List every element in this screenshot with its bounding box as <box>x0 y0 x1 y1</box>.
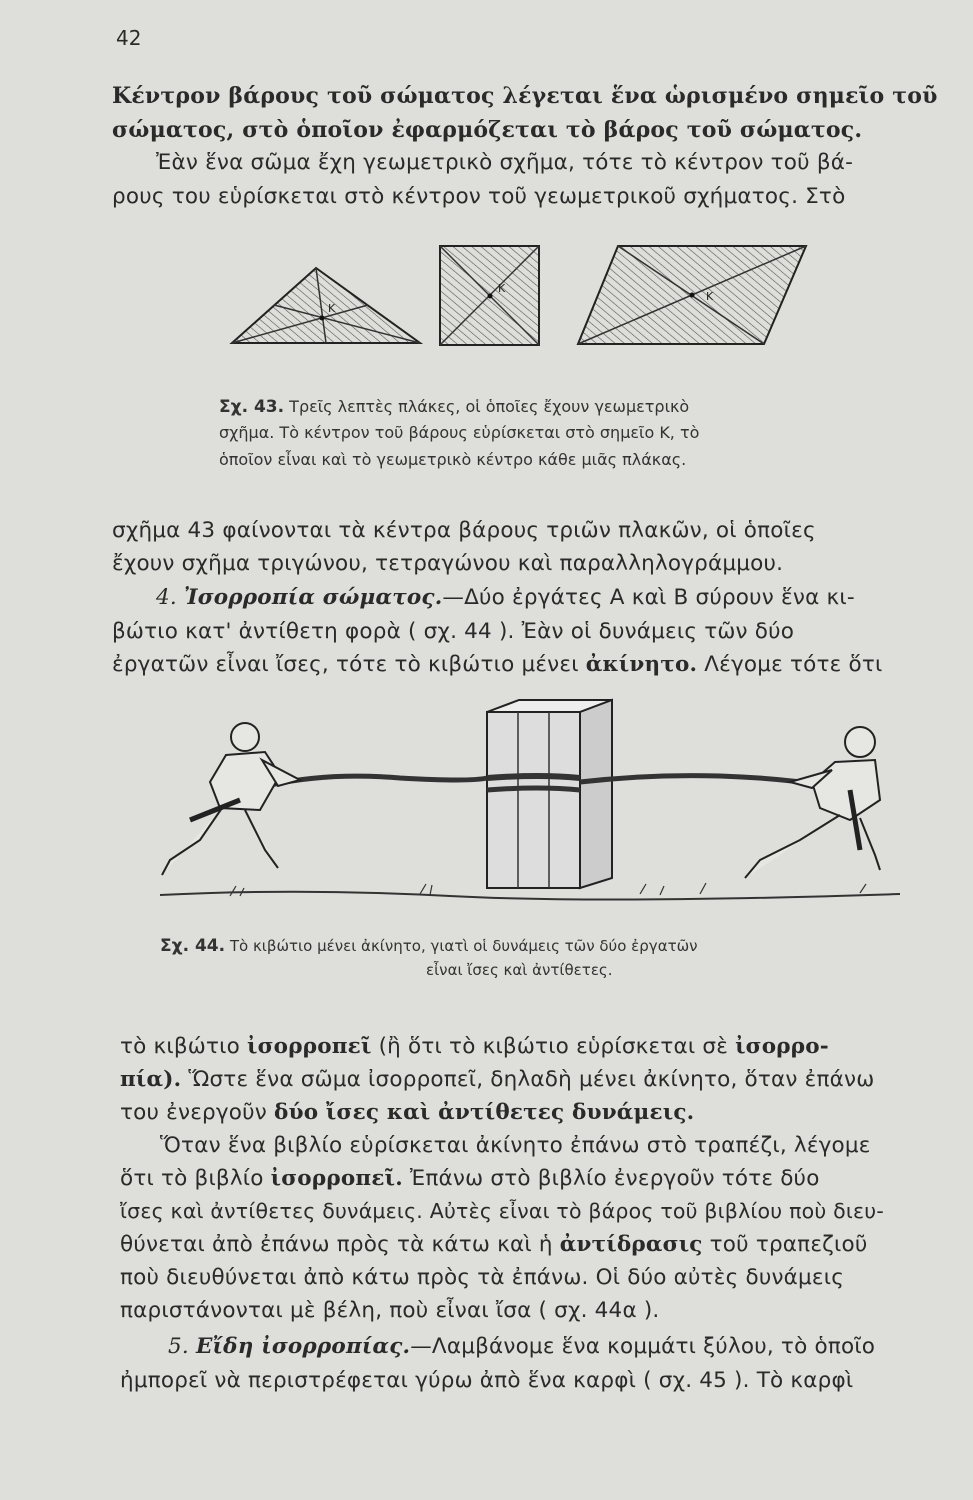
para4-line-1: Ὅταν ἕνα βιβλίο εὑρίσκεται ἀκίνητο ἐπάνω στὸ τραπέζι, λέγομε <box>160 1133 871 1158</box>
square-plate <box>440 246 539 345</box>
para3-l3-a: του ἐνεργοῦν <box>120 1100 275 1125</box>
triangle-center-label: K <box>328 302 336 315</box>
definition-line-2: σώματος, στὸ ὁποῖον ἐφαρμόζεται τὸ βάρος τοῦ σώματος. <box>112 117 863 143</box>
definition-line-1: Κέντρον βάρους τοῦ σώματος λέγεται ἕνα ὡρισμένο σημεῖο τοῦ <box>112 83 938 109</box>
section4-keyword-akinito: ἀκίνητο. <box>585 652 698 677</box>
fig44-caption-line-1 <box>160 936 698 956</box>
para2-line-1: σχῆμα 43 φαίνονται τὰ κέντρα βάρους τριῶν πλακῶν, οἱ ὁποῖες <box>112 518 816 543</box>
section4-number: 4. <box>156 585 177 610</box>
fig43-caption-label: Σχ. 43. <box>219 397 285 417</box>
para4-line-3: ἴσες καὶ ἀντίθετες δυνάμεις. Αὐτὲς εἶναι τὸ βάρος τοῦ βιβλίου ποὺ διευ- <box>120 1199 884 1223</box>
para1-line-2: ρους του εὑρίσκεται στὸ κέντρον τοῦ γεωμετρικοῦ σχήματος. Στὸ <box>112 184 846 209</box>
triangle-plate <box>232 268 420 343</box>
fig43-caption-text-1: Τρεῖς λεπτὲς πλάκες, οἱ ὁποῖες ἔχουν γεωμετρικὸ <box>289 397 690 416</box>
section4-title: Ἰσορροπία σώματος. <box>183 585 443 610</box>
worker-b <box>745 727 880 878</box>
para4-l4-a: θύνεται ἀπὸ ἐπάνω πρὸς τὰ κάτω καὶ ἡ <box>120 1232 560 1257</box>
worker-a <box>162 723 300 875</box>
para3-keyword-isorropia: ἰσορρο- <box>735 1034 829 1059</box>
para4-l2-c: Ἐπάνω στὸ βιβλίο ἐνεργοῦν τότε δύο <box>402 1166 820 1191</box>
para3-keyword-forces: δύο ἴσες καὶ ἀντίθετες δυνάμεις. <box>274 1100 695 1125</box>
center-point-parallelogram <box>690 293 695 298</box>
section4-line-1-rest: —Δύο ἐργάτες Α καὶ Β σύρουν ἕνα κι- <box>442 585 855 610</box>
section5-line-1 <box>168 1334 875 1359</box>
para4-l4-c: τοῦ τραπεζιοῦ <box>702 1232 868 1257</box>
fig43-caption-line-3: ὁποῖον εἶναι καὶ τὸ γεωμετρικὸ κέντρο κάθε μιᾶς πλάκας. <box>219 450 687 469</box>
fig43-caption-line-1 <box>219 397 689 417</box>
fig44-caption-line-2: εἶναι ἴσες καὶ ἀντίθετες. <box>426 961 613 979</box>
para1-line-1: Ἐὰν ἕνα σῶμα ἔχη γεωμετρικὸ σχῆμα, τότε τὸ κέντρον τοῦ βά- <box>156 150 854 175</box>
figure-43 <box>0 0 973 400</box>
para3-l1-a: τὸ κιβώτιο <box>120 1034 248 1059</box>
section4-line-3 <box>112 652 882 677</box>
para4-line-2 <box>120 1166 820 1191</box>
section5-number: 5. <box>168 1334 189 1359</box>
figure-44 <box>0 690 973 930</box>
fig44-caption-text-1: Τὸ κιβώτιο μένει ἀκίνητο, γιατὶ οἱ δυνάμεις τῶν δύο ἐργατῶν <box>229 937 698 955</box>
para4-keyword-antidrasis: ἀντίδρασις <box>559 1232 703 1257</box>
page-number: 42 <box>116 26 142 50</box>
section4-line-3-c: Λέγομε τότε ὅτι <box>697 652 883 677</box>
section4-line-3-a: ἐργατῶν εἶναι ἴσες, τότε τὸ κιβώτιο μένει <box>112 652 586 677</box>
para3-l2-a: πία). <box>120 1067 182 1092</box>
para4-line-6: παριστάνονται μὲ βέλη, ποὺ εἶναι ἴσα ( σχ. 44α ). <box>120 1298 660 1323</box>
fig43-caption-line-2: σχῆμα. Τὸ κέντρον τοῦ βάρους εὑρίσκεται στὸ σημεῖο Κ, τὸ <box>219 423 700 442</box>
parallelogram-plate <box>578 246 806 344</box>
square-center-label: K <box>498 282 506 295</box>
section5-line-2: ἠμπορεῖ νὰ περιστρέφεται γύρω ἀπὸ ἕνα καρφὶ ( σχ. 45 ). Τὸ καρφὶ <box>120 1368 854 1393</box>
para3-l1-c: (ἢ ὅτι τὸ κιβώτιο εὑρίσκεται σὲ <box>371 1034 736 1059</box>
para3-keyword-isorropei: ἰσορροπεῖ <box>247 1034 372 1059</box>
para4-l2-a: ὅτι τὸ βιβλίο <box>120 1166 271 1191</box>
section5-title: Εἴδη ἰσορροπίας. <box>195 1334 411 1359</box>
section4-line-1 <box>156 585 855 610</box>
para4-line-4 <box>120 1232 868 1257</box>
section5-line-1-rest: —Λαμβάνομε ἕνα κομμάτι ξύλου, τὸ ὁποῖο <box>410 1334 876 1359</box>
section4-line-2: βώτιο κατ' ἀντίθετη φορὰ ( σχ. 44 ). Ἐὰν οἱ δυνάμεις τῶν δύο <box>112 619 795 644</box>
para3-line-2 <box>120 1067 874 1092</box>
center-point-square <box>488 294 493 299</box>
parallelogram-center-label: K <box>706 290 714 303</box>
para2-line-2: ἔχουν σχῆμα τριγώνου, τετραγώνου καὶ παραλληλογράμμου. <box>112 551 784 576</box>
fig44-caption-label: Σχ. 44. <box>160 936 226 956</box>
para4-line-5: ποὺ διευθύνεται ἀπὸ κάτω πρὸς τὰ ἐπάνω. Οἱ δύο αὐτὲς δυνάμεις <box>120 1265 845 1290</box>
para3-line-3 <box>120 1100 694 1125</box>
crate <box>487 700 612 888</box>
para4-keyword-isorropei: ἰσορροπεῖ. <box>270 1166 403 1191</box>
para3-l2-b: Ὥστε ἕνα σῶμα ἰσορροπεῖ, δηλαδὴ μένει ἀκίνητο, ὅταν ἐπάνω <box>181 1067 875 1092</box>
para3-line-1 <box>120 1034 829 1059</box>
center-point-triangle <box>320 316 325 321</box>
